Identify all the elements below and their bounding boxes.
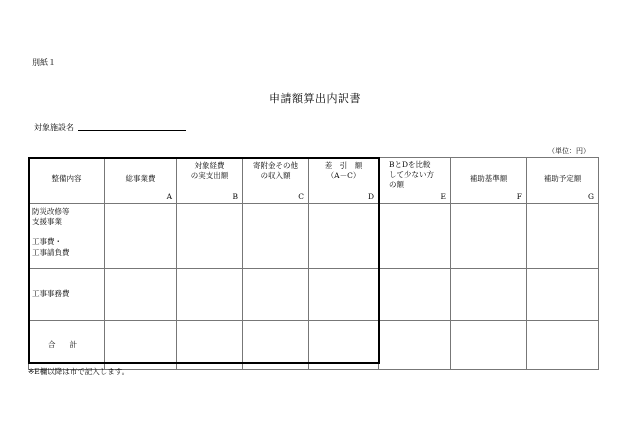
col-header-c-line2: の収入額 bbox=[260, 171, 291, 181]
row-category-admin bbox=[29, 269, 105, 321]
col-header-content-label: 整備内容 bbox=[51, 174, 82, 183]
col-letter-g: G bbox=[588, 191, 594, 201]
category-line: 支援事業 bbox=[32, 217, 62, 227]
category-line: 工事費・ bbox=[32, 237, 62, 247]
cell-f-admin[interactable] bbox=[451, 269, 527, 321]
col-header-d bbox=[309, 158, 379, 204]
cell-g-construction[interactable] bbox=[527, 204, 599, 269]
col-letter-a: A bbox=[166, 191, 172, 201]
cell-e-total[interactable] bbox=[379, 321, 451, 370]
col-header-d-line1: 差 引 額 bbox=[324, 161, 363, 170]
col-letter-b: B bbox=[232, 191, 238, 201]
cell-g-total[interactable] bbox=[527, 321, 599, 370]
col-header-g bbox=[527, 158, 599, 204]
col-letter-d: D bbox=[367, 191, 374, 201]
cell-c-construction[interactable] bbox=[243, 204, 309, 269]
cell-a-admin[interactable] bbox=[105, 269, 177, 321]
cell-f-total[interactable] bbox=[451, 321, 527, 370]
row-category-total bbox=[29, 321, 105, 370]
col-header-a-label: 総事業費 bbox=[125, 174, 156, 183]
facility-name-field[interactable] bbox=[78, 130, 186, 131]
col-header-e bbox=[379, 158, 451, 204]
cell-d-total[interactable] bbox=[309, 321, 379, 370]
cell-g-admin[interactable] bbox=[527, 269, 599, 321]
cell-e-construction[interactable] bbox=[379, 204, 451, 269]
document-title: 申請額算出内訳書 bbox=[269, 92, 361, 105]
col-header-b-line2: の実支出額 bbox=[190, 171, 229, 181]
col-header-e-line1: BとDを比較 bbox=[389, 160, 431, 169]
header-row bbox=[29, 158, 599, 204]
col-header-d-label bbox=[309, 161, 378, 181]
col-header-b-line1: 対象経費 bbox=[194, 161, 225, 170]
col-header-d-line2: （A－C） bbox=[326, 171, 361, 181]
col-letter-f: F bbox=[516, 191, 522, 201]
cell-b-admin[interactable] bbox=[177, 269, 243, 321]
category-line: 防災改修等 bbox=[32, 207, 70, 216]
col-letter-e: E bbox=[440, 191, 446, 201]
table-row-construction bbox=[29, 204, 599, 269]
col-header-a bbox=[105, 158, 177, 204]
table-row-total bbox=[29, 321, 599, 370]
unit-label: （単位：円） bbox=[548, 147, 590, 155]
facility-name-label: 対象施設名 bbox=[34, 123, 74, 132]
cell-a-total[interactable] bbox=[105, 321, 177, 370]
table-row-admin bbox=[29, 269, 599, 321]
col-header-f-label: 補助基準額 bbox=[469, 174, 508, 183]
cell-e-admin[interactable] bbox=[379, 269, 451, 321]
cell-d-admin[interactable] bbox=[309, 269, 379, 321]
cell-d-construction[interactable] bbox=[309, 204, 379, 269]
col-header-c bbox=[243, 158, 309, 204]
cell-f-construction[interactable] bbox=[451, 204, 527, 269]
cell-b-total[interactable] bbox=[177, 321, 243, 370]
col-header-c-label bbox=[243, 161, 308, 181]
col-header-e-line2: して少ない方 bbox=[389, 170, 434, 180]
col-header-e-line3: の額 bbox=[389, 180, 404, 190]
col-header-b-label bbox=[177, 161, 242, 181]
cell-b-construction[interactable] bbox=[177, 204, 243, 269]
breakdown-table bbox=[28, 157, 599, 370]
col-header-b bbox=[177, 158, 243, 204]
cell-c-admin[interactable] bbox=[243, 269, 309, 321]
col-header-e-label bbox=[379, 160, 450, 190]
category-label: 工事事務費 bbox=[32, 289, 70, 298]
col-header-f bbox=[451, 158, 527, 204]
col-header-c-line1: 寄附金その他 bbox=[253, 161, 298, 170]
annex-label: 別紙１ bbox=[32, 58, 56, 67]
col-header-content bbox=[29, 158, 105, 204]
category-line: 工事請負費 bbox=[32, 247, 70, 257]
footnote: ※E欄以降は市で記入します。 bbox=[28, 367, 130, 376]
col-letter-c: C bbox=[298, 191, 304, 201]
col-header-g-label: 補助予定額 bbox=[543, 174, 582, 183]
total-label: 合計 bbox=[48, 340, 91, 349]
cell-c-total[interactable] bbox=[243, 321, 309, 370]
row-category-construction bbox=[29, 204, 105, 269]
cell-a-construction[interactable] bbox=[105, 204, 177, 269]
